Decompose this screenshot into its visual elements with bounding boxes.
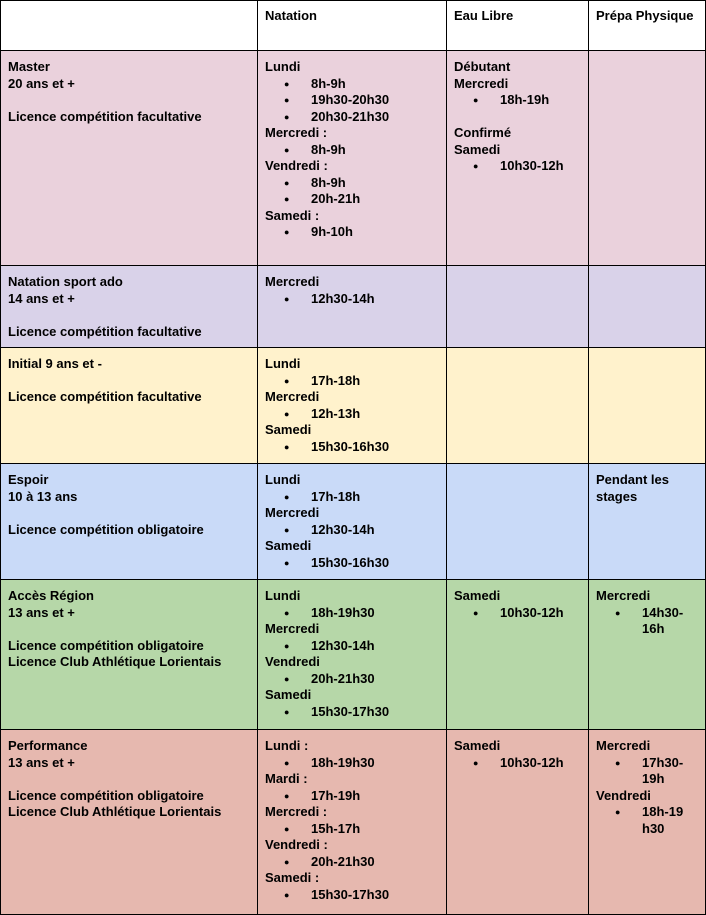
time-slot: ● 10h30-12h <box>454 605 581 622</box>
time-slot: ● 15h30-17h30 <box>265 704 439 721</box>
group-licence: Licence compétition facultative <box>8 323 202 339</box>
time-slot: ● 8h-9h <box>265 76 439 93</box>
day-label: Mercredi <box>265 621 320 636</box>
slot-list <box>454 605 581 622</box>
group-name: Espoir <box>8 472 49 487</box>
table-row <box>1 51 706 266</box>
slot-list <box>265 406 439 423</box>
group-name: Performance <box>8 738 88 753</box>
slot-list <box>265 489 439 506</box>
slot-list <box>265 821 439 838</box>
prepa-cell <box>589 266 706 348</box>
slot-list <box>265 291 439 308</box>
group-cell <box>1 464 258 580</box>
prepa-cell <box>589 580 706 730</box>
time-slot: ● 15h-17h <box>265 821 439 838</box>
slot-list <box>265 373 439 390</box>
slot-list <box>265 854 439 871</box>
spacer <box>8 307 250 324</box>
group-name: Natation sport ado <box>8 274 123 289</box>
header-row <box>1 1 706 51</box>
time-slot: ● 12h30-14h <box>265 522 439 539</box>
natation-cell <box>258 348 447 464</box>
spacer <box>8 92 250 109</box>
slot-list <box>454 755 581 772</box>
day-label: Samedi <box>265 422 312 437</box>
slot-list <box>596 804 698 837</box>
day-label: Mercredi : <box>265 804 328 819</box>
time-slot: ● 10h30-12h <box>454 755 581 772</box>
time-slot: ● 12h30-14h <box>265 638 439 655</box>
time-slot: ● 12h-13h <box>265 406 439 423</box>
time-slot: ● 20h-21h30 <box>265 671 439 688</box>
natation-cell <box>258 266 447 348</box>
prepa-cell <box>589 348 706 464</box>
slot-list <box>265 224 439 241</box>
time-slot: ● 12h30-14h <box>265 291 439 308</box>
slot-list <box>265 755 439 772</box>
day-label: Mercredi <box>596 738 651 753</box>
natation-cell <box>258 464 447 580</box>
group-age: 13 ans et + <box>8 754 75 770</box>
slot-list <box>265 142 439 159</box>
time-slot: ● 17h-19h <box>265 788 439 805</box>
table-row <box>1 464 706 580</box>
day-label: Lundi <box>265 588 301 603</box>
spacer <box>8 505 250 522</box>
group-cell <box>1 730 258 915</box>
day-label: Lundi <box>265 356 301 371</box>
slot-list <box>454 158 581 175</box>
level-label: Débutant <box>454 59 511 74</box>
slot-list <box>265 788 439 805</box>
time-slot: ● 8h-9h <box>265 142 439 159</box>
time-slot: ● 19h30-20h30 <box>265 92 439 109</box>
spacer <box>8 373 250 390</box>
day-label: Vendredi : <box>265 837 328 852</box>
time-slot: ● 10h30-12h <box>454 158 581 175</box>
day-label: Mercredi : <box>265 125 328 140</box>
time-slot: ● 18h-19 h30 <box>596 804 698 837</box>
eau-libre-cell <box>447 51 589 266</box>
day-label: Vendredi <box>265 654 320 669</box>
day-label: Mercredi <box>265 389 320 404</box>
slot-list <box>265 175 439 208</box>
time-slot: ● 15h30-16h30 <box>265 555 439 572</box>
time-slot: ● 17h-18h <box>265 489 439 506</box>
day-label: Samedi : <box>265 870 320 885</box>
header-cell-eau-libre: Eau Libre <box>447 1 589 51</box>
day-label: Lundi : <box>265 738 309 753</box>
natation-cell <box>258 580 447 730</box>
slot-list <box>265 522 439 539</box>
eau-libre-cell <box>447 730 589 915</box>
spacer <box>8 771 250 788</box>
day-label: Vendredi <box>596 787 651 803</box>
group-licence: Licence compétition obligatoire <box>8 521 204 537</box>
prepa-cell <box>589 730 706 915</box>
group-age: 20 ans et + <box>8 75 75 91</box>
day-label: Mercredi <box>265 505 320 520</box>
slot-list <box>265 671 439 688</box>
group-age: 14 ans et + <box>8 290 75 306</box>
group-cell <box>1 266 258 348</box>
day-label: Lundi <box>265 59 301 74</box>
eau-libre-cell <box>447 348 589 464</box>
header-cell-natation: Natation <box>258 1 447 51</box>
group-licence: Licence Club Athlétique Lorientais <box>8 654 222 669</box>
prepa-note: Pendant les <box>596 472 669 487</box>
slot-list <box>454 92 581 109</box>
time-slot: ● 9h-10h <box>265 224 439 241</box>
header-cell-prepa: Prépa Physique <box>589 1 706 51</box>
group-licence: Licence compétition obligatoire <box>8 787 204 803</box>
slot-list <box>265 605 439 622</box>
time-slot: ● 18h-19h30 <box>265 605 439 622</box>
day-label: Mercredi <box>454 75 509 91</box>
time-slot: ● 18h-19h30 <box>265 755 439 772</box>
group-age: 13 ans et + <box>8 604 75 620</box>
group-licence: Licence compétition facultative <box>8 108 202 124</box>
day-label: Samedi <box>454 588 501 603</box>
eau-libre-cell <box>447 266 589 348</box>
slot-list <box>596 755 698 788</box>
time-slot: ● 15h30-17h30 <box>265 887 439 904</box>
spacer <box>8 621 250 638</box>
day-label: Mardi : <box>265 771 308 786</box>
table-row <box>1 266 706 348</box>
table-row <box>1 580 706 730</box>
group-cell <box>1 348 258 464</box>
group-licence: Licence compétition facultative <box>8 389 202 404</box>
group-age: 10 à 13 ans <box>8 488 78 504</box>
day-label: Samedi <box>265 687 312 702</box>
time-slot: ● 18h-19h <box>454 92 581 109</box>
day-label: Vendredi : <box>265 158 328 173</box>
day-label: Mercredi <box>596 588 651 603</box>
prepa-cell <box>589 51 706 266</box>
time-slot: ● 17h-18h <box>265 373 439 390</box>
group-name: Initial 9 ans et - <box>8 356 102 371</box>
natation-cell <box>258 730 447 915</box>
day-label: Samedi <box>265 538 312 553</box>
day-label: Samedi <box>454 141 501 157</box>
day-label: Samedi : <box>265 207 320 223</box>
group-licence: Licence compétition obligatoire <box>8 637 204 653</box>
slot-list <box>265 439 439 456</box>
time-slot: ● 20h-21h30 <box>265 854 439 871</box>
header-cell-group <box>1 1 258 51</box>
table-row <box>1 730 706 915</box>
prepa-cell <box>589 464 706 580</box>
level-label: Confirmé <box>454 125 512 140</box>
day-label: Lundi <box>265 472 301 487</box>
slot-list <box>596 605 698 638</box>
table-row <box>1 348 706 464</box>
group-cell <box>1 51 258 266</box>
slot-list <box>265 887 439 904</box>
time-slot: ● 8h-9h <box>265 175 439 192</box>
time-slot: ● 20h-21h <box>265 191 439 208</box>
slot-list <box>265 704 439 721</box>
time-slot: ● 17h30- 19h <box>596 755 698 788</box>
time-slot: ● 20h30-21h30 <box>265 109 439 126</box>
spacer <box>454 109 581 126</box>
time-slot: ● 14h30- 16h <box>596 605 698 638</box>
time-slot: ● 15h30-16h30 <box>265 439 439 456</box>
group-licence: Licence Club Athlétique Lorientais <box>8 804 222 819</box>
group-name: Accès Région <box>8 588 94 603</box>
eau-libre-cell <box>447 580 589 730</box>
slot-list <box>265 555 439 572</box>
slot-list <box>265 76 439 126</box>
natation-cell <box>258 51 447 266</box>
eau-libre-cell <box>447 464 589 580</box>
prepa-note: stages <box>596 488 638 504</box>
group-cell <box>1 580 258 730</box>
group-name: Master <box>8 59 50 74</box>
day-label: Samedi <box>454 738 501 753</box>
slot-list <box>265 638 439 655</box>
day-label: Mercredi <box>265 274 320 289</box>
